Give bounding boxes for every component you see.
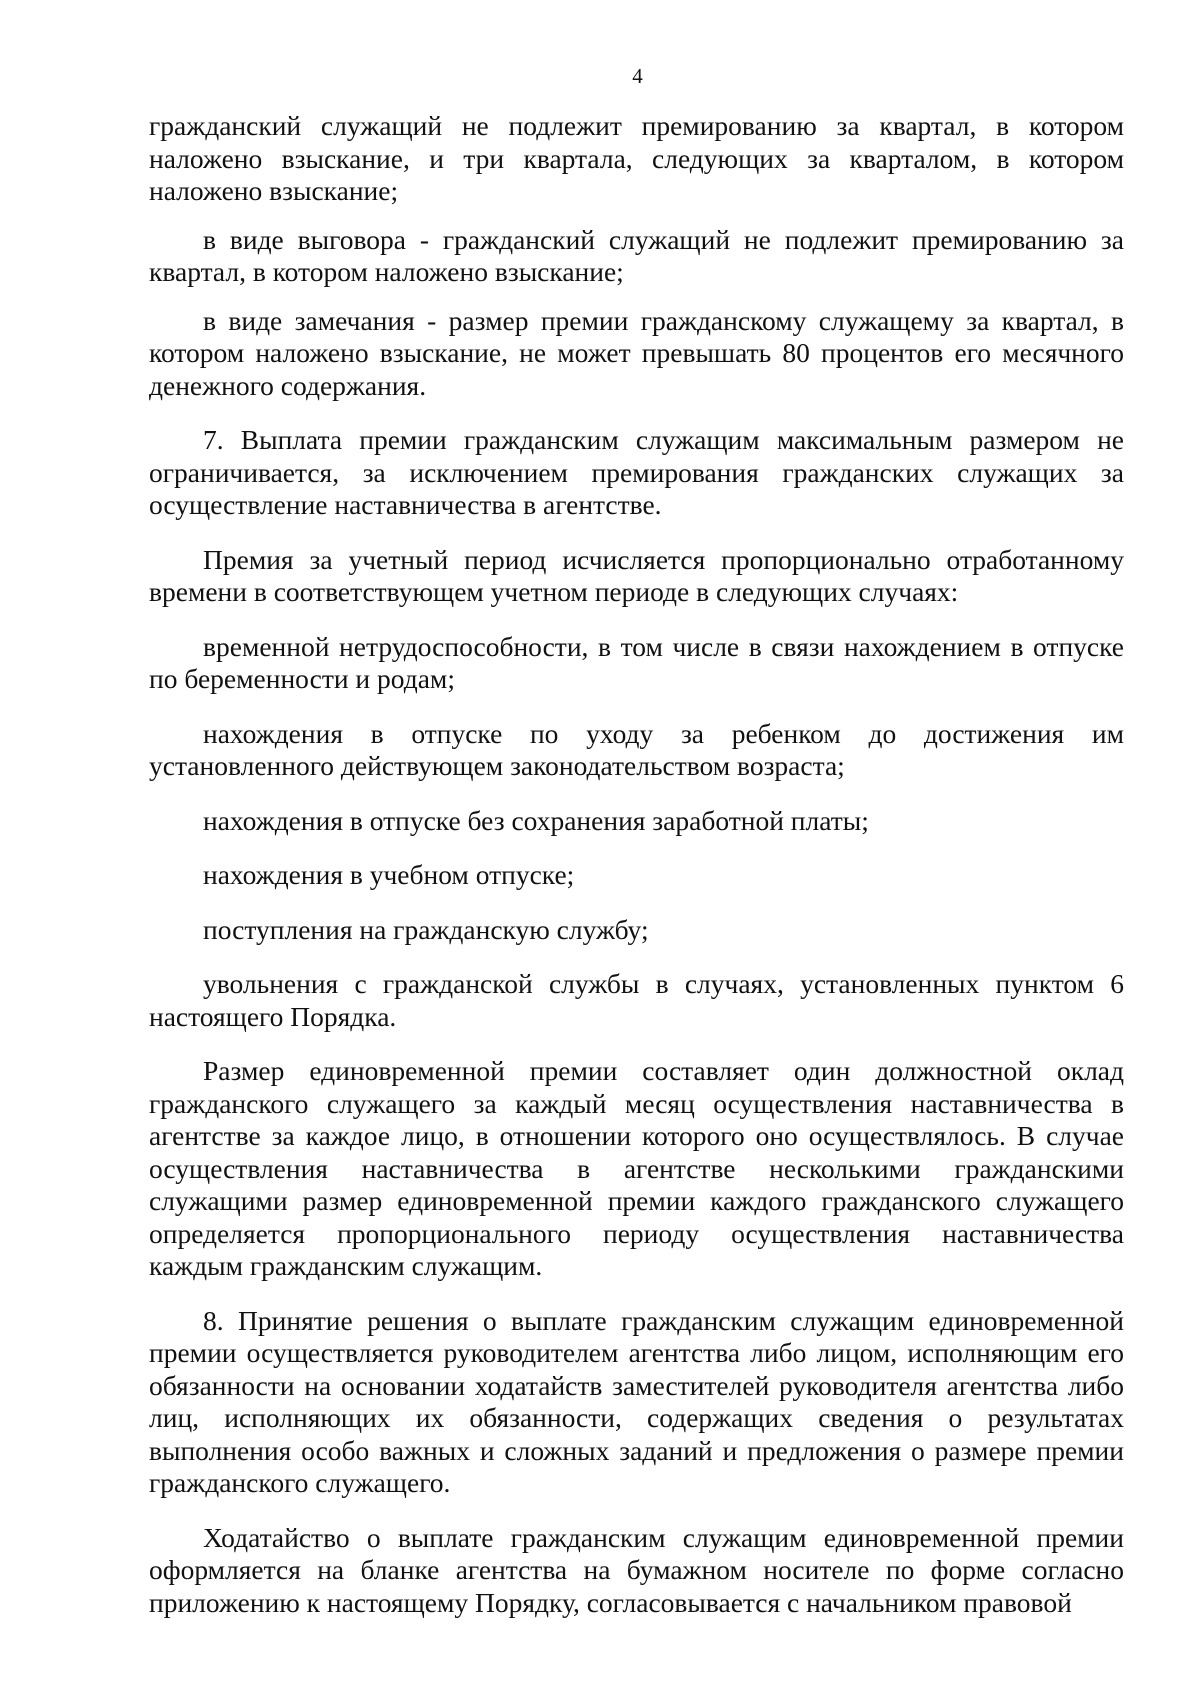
paragraph-9: нахождения в учебном отпуске; [203,859,575,890]
paragraph-11: увольнения с гражданской службы в случаях, установленных пунктом 6 настоящего Порядка. [149,968,1124,1032]
paragraph-7: нахождения в отпуске по уходу за ребенком до достижения им установленного действующем законодательством возраста; [149,717,1124,781]
paragraph-8: нахождения в отпуске без сохранения заработной платы; [203,804,869,836]
paragraph-5: Премия за учетный период исчисляется пропорционально отработанному времени в соответствующем учетном периоде в следующих случаях: [149,543,1124,607]
paragraph-3: в виде замечания - размер премии гражданскому служащему за квартал, в котором наложено взыскание, не может превышать 80 процентов его месячного денежного содержания. [149,304,1124,401]
page-number: 4 [632,64,643,88]
paragraph-4-item-7: 7. Выплата премии гражданским служащим максимальным размером не ограничивается, за исключением премирования гражданских служащих за осуществление наставничества в агентстве. [149,424,1124,520]
paragraph-2: в виде выговора - гражданский служащий не подлежит премированию за квартал, в котором наложено взыскание; [149,223,1124,287]
paragraph-6: временной нетрудоспособности, в том числе в связи нахождением в отпуске по беременности и родам; [149,630,1124,694]
document-body [149,110,1124,1619]
paragraph-1: гражданский служащий не подлежит премированию за квартал, в котором наложено взыскание, и три квартала, следующих за кварталом, в котором наложено взыскание; [149,110,1124,206]
paragraph-10: поступления на гражданскую службу; [203,913,649,945]
paragraph-13-item-8: 8. Принятие решения о выплате гражданским служащим единовременной премии осуществляется руководителем агентства либо лицом, исполняющим его обязанности на основании ходатайств заместителей руководителя агентства либо лиц, исполняющих их обязанности, содержащих сведения о результатах выполнения особо важных и сложных заданий и предложения о размере премии гражданского служащего. [149,1304,1124,1498]
paragraph-12: Размер единовременной премии составляет один должностной оклад гражданского служащего за каждый месяц осуществления наставничества в агентстве за каждое лицо, в отношении которого оно осуществлялось. В случае осуществления наставничества в агентстве несколькими гражданскими служащими размер единовременной премии каждого гражданского служащего определяется пропорционального периоду осуществления наставничества каждым гражданским служащим. [149,1055,1124,1281]
paragraph-14: Ходатайство о выплате гражданским служащим единовременной премии оформляется на бланке агентства на бумажном носителе по форме согласно приложению к настоящему Порядку, согласовывается с начальником правовой [149,1521,1124,1618]
